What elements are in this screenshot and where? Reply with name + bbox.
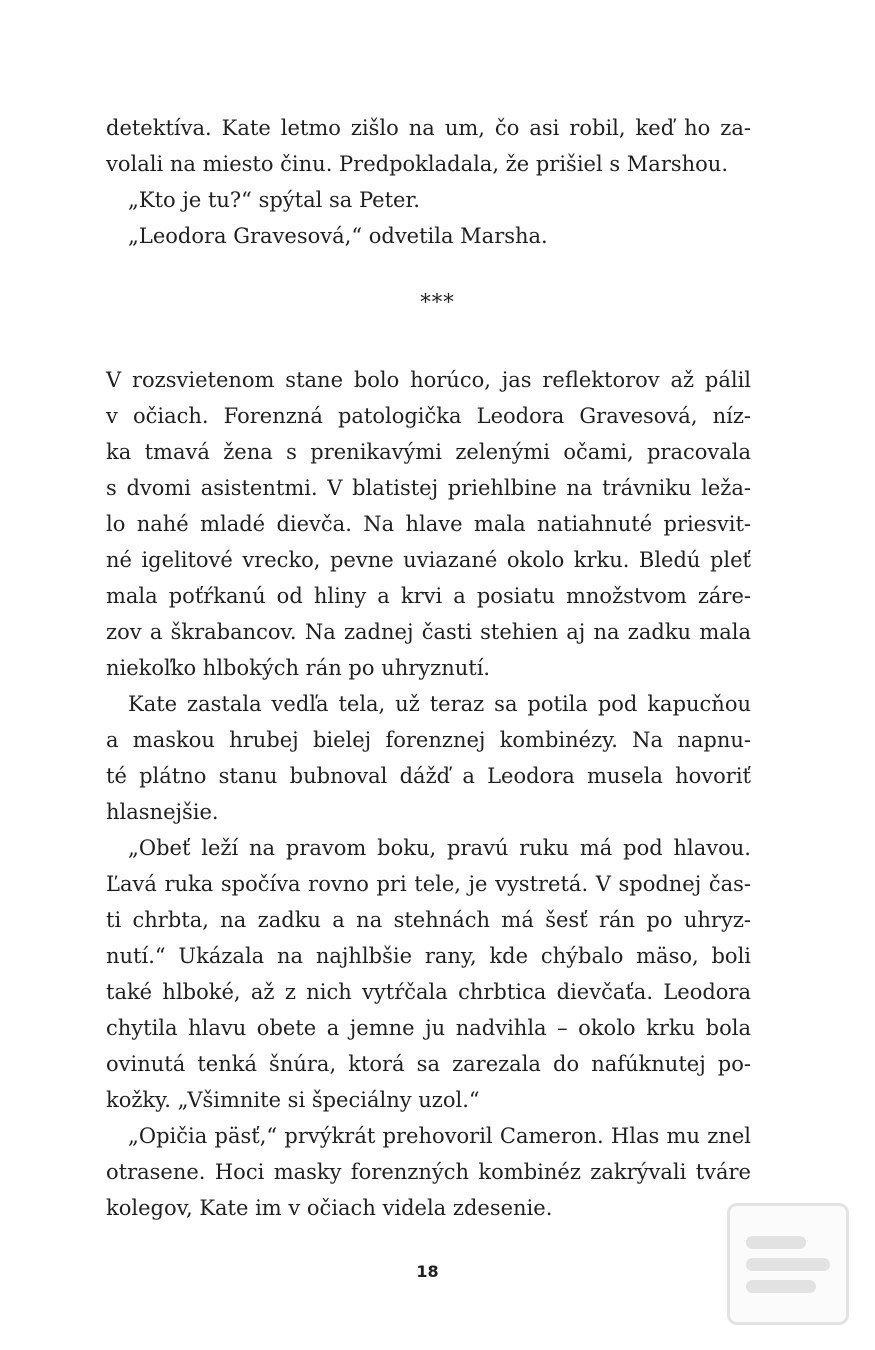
text-line: otrasene. Hoci masky forenzných kombinéz zakrývali tváre: [106, 1160, 751, 1184]
text-line: nutí.“ Ukázala na najhlbšie rany, kde chýbalo mäso, boli: [106, 944, 751, 968]
text-line: a maskou hrubej bielej forenznej kombinézy. Na napnu-: [106, 728, 751, 752]
watermark-bar: [746, 1258, 830, 1271]
text-line: mala poťŕkanú od hliny a krvi a posiatu množstvom záre-: [106, 584, 751, 608]
watermark-bar: [746, 1280, 816, 1293]
text-line: také hlboké, až z nich vytŕčala chrbtica dievčaťa. Leodora: [106, 980, 751, 1004]
text-line: Kate zastala vedľa tela, už teraz sa potila pod kapucňou: [128, 692, 751, 716]
text-line: ka tmavá žena s prenikavými zelenými očami, pracovala: [106, 440, 751, 464]
book-stack-icon: [727, 1203, 849, 1325]
text-line: niekoľko hlbokých rán po uhryznutí.: [106, 656, 491, 680]
text-line: Ľavá ruka spočíva rovno pri tele, je vystretá. V spodnej čas-: [106, 872, 751, 896]
paragraph-block-main: [106, 362, 751, 1226]
watermark-bar: [746, 1236, 806, 1249]
text-line: né igelitové vrecko, pevne uviazané okolo krku. Bledú pleť: [106, 548, 751, 572]
page-number: 18: [416, 1262, 439, 1281]
text-line: v očiach. Forenzná patologička Leodora Gravesová, níz-: [106, 404, 751, 428]
paragraph-block-top: [106, 110, 751, 254]
text-line: volali na miesto činu. Predpokladala, že prišiel s Marshou.: [106, 152, 729, 176]
section-separator: ***: [420, 290, 455, 314]
text-line: kožky. „Všimnite si špeciálny uzol.“: [106, 1088, 480, 1112]
text-line: s dvomi asistentmi. V blatistej priehlbine na trávniku leža-: [106, 476, 751, 500]
text-line: „Kto je tu?“ spýtal sa Peter.: [128, 188, 420, 212]
text-line: „Leodora Gravesová,“ odvetila Marsha.: [128, 224, 548, 248]
text-line: lo nahé mladé dievča. Na hlave mala natiahnuté priesvit-: [106, 512, 751, 536]
text-line: V rozsvietenom stane bolo horúco, jas reflektorov až pálil: [106, 368, 751, 392]
text-line: té plátno stanu bubnoval dážď a Leodora musela hovoriť: [106, 764, 751, 788]
text-line: hlasnejšie.: [106, 800, 219, 824]
text-line: ovinutá tenká šnúra, ktorá sa zarezala do nafúknutej po-: [106, 1052, 751, 1076]
text-line: detektíva. Kate letmo zišlo na um, čo asi robil, keď ho za-: [106, 116, 751, 140]
text-line: ti chrbta, na zadku a na stehnách má šesť rán po uhryz-: [106, 908, 751, 932]
text-line: zov a škrabancov. Na zadnej časti stehien aj na zadku mala: [106, 620, 751, 644]
text-line: kolegov, Kate im v očiach videla zdesenie.: [106, 1196, 553, 1220]
text-line: chytila hlavu obete a jemne ju nadvihla – okolo krku bola: [106, 1016, 751, 1040]
text-line: „Obeť leží na pravom boku, pravú ruku má pod hlavou.: [128, 836, 751, 860]
text-line: „Opičia päsť,“ prvýkrát prehovoril Cameron. Hlas mu znel: [128, 1124, 751, 1148]
